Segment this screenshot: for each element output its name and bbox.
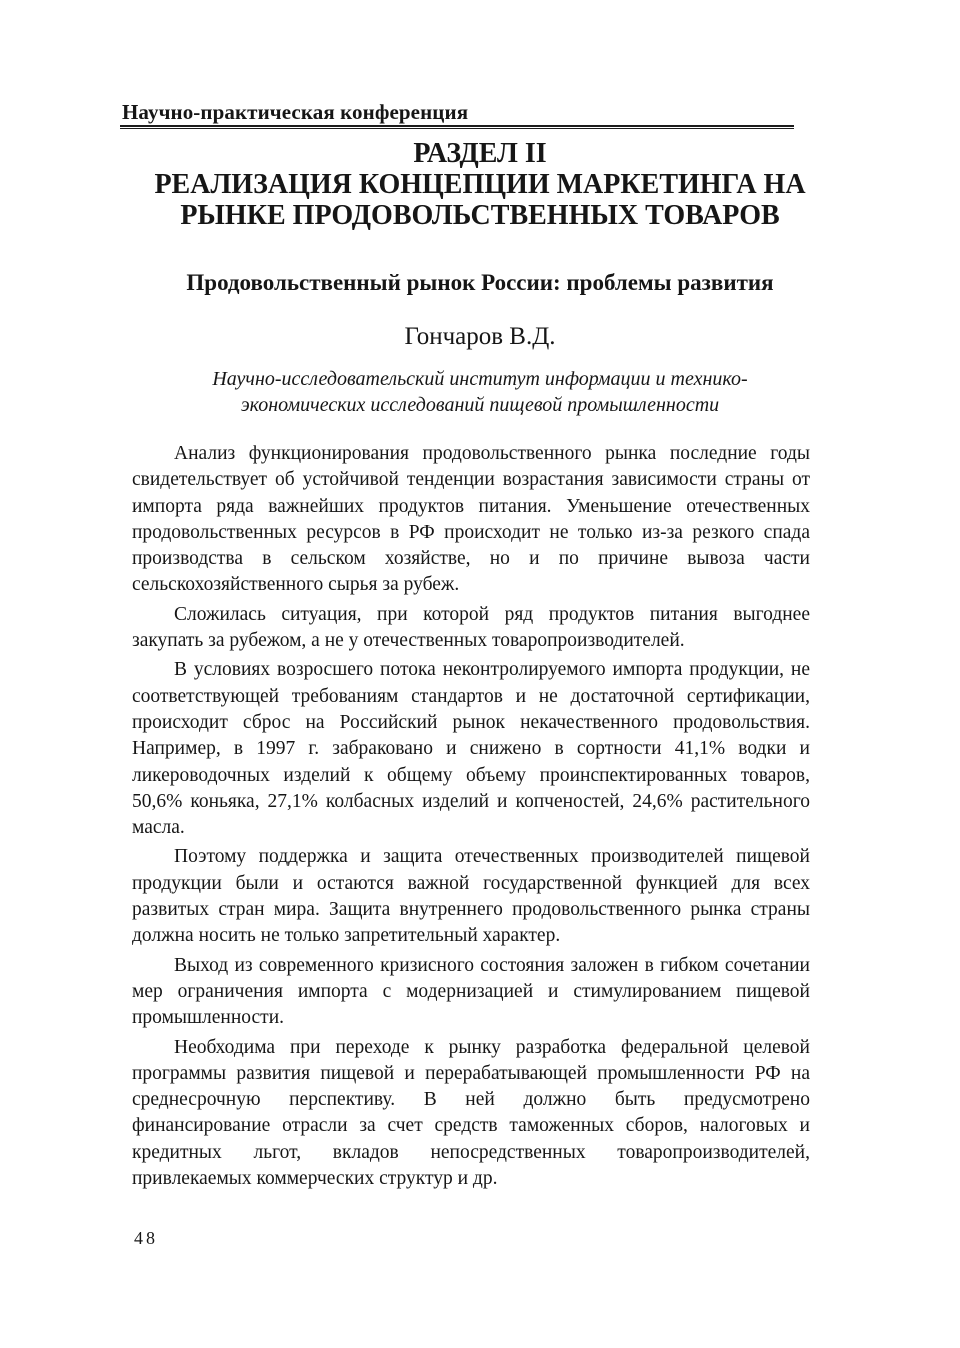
- section-heading: [100, 138, 860, 231]
- affiliation-line-2: экономических исследований пищевой промышленности: [240, 394, 720, 416]
- article-body: [132, 441, 810, 1192]
- body-paragraph: Сложилась ситуация, при которой ряд продуктов питания выгоднее закупать за рубежом, а не у отечественных товаропроизводителей.: [132, 603, 810, 652]
- body-paragraph: Анализ функционирования продовольственного рынка последние годы свидетельствует об устойчивой тенденции возрастания зависимости страны от импорта ряда важнейших продуктов питания. Уменьшение отечественных продовольственных ресурсов в РФ происходит не только из-за резкого спада производства в сельском хозяйстве, но и по причине вывоза части сельскохозяйственного сырья за рубеж.: [132, 443, 810, 596]
- section-title-line-1: РЕАЛИЗАЦИЯ КОНЦЕПЦИИ МАРКЕТИНГА НА: [154, 169, 806, 200]
- affiliation-line-1: Научно-исследовательский институт информации и технико-: [212, 368, 748, 390]
- author-affiliation: [100, 366, 860, 418]
- running-header: Научно-практическая конференция: [122, 100, 469, 124]
- body-paragraph: Поэтому поддержка и защита отечественных производителей пищевой продукции были и остаются важной государственной функцией для всех развитых стран мира. Защита внутреннего продовольственного рынка страны должна носить не только запретительный характер.: [132, 846, 810, 947]
- body-paragraph: В условиях возросшего потока неконтролируемого импорта продукции, не соответствующей требованиям стандартов и не достаточной сертификации, происходит сброс на Российский рынок некачественного продовольствия. Например, в 1997 г. забраковано и снижено в сортности 41,1% водки и ликероводочных изделий к общему объему проинспектированных товаров, 50,6% коньяка, 27,1% колбасных изделий и копченостей, 24,6% растительного масла.: [132, 659, 810, 839]
- body-paragraph: Необходима при переходе к рынку разработка федеральной целевой программы развития пищевой и перерабатывающей промышленности РФ на среднесрочную перспективу. В ней должно быть предусмотрено финансирование отрасли за счет средств таможенных сборов, налоговых и кредитных льгот, вкладов непосредственных товаропроизводителей, привлекаемых коммерческих структур и др.: [132, 1036, 810, 1190]
- header-rule: [120, 125, 794, 129]
- page-number: 48: [134, 1228, 158, 1248]
- section-number: РАЗДЕЛ II: [413, 138, 547, 169]
- author-name: Гончаров В.Д.: [404, 323, 556, 350]
- article-title: Продовольственный рынок России: проблемы развития: [186, 270, 774, 295]
- section-title-line-2: РЫНКЕ ПРОДОВОЛЬСТВЕННЫХ ТОВАРОВ: [180, 200, 780, 231]
- body-paragraph: Выход из современного кризисного состояния заложен в гибком сочетании мер ограничения импорта с модернизацией и стимулированием пищевой промышленности.: [132, 954, 810, 1029]
